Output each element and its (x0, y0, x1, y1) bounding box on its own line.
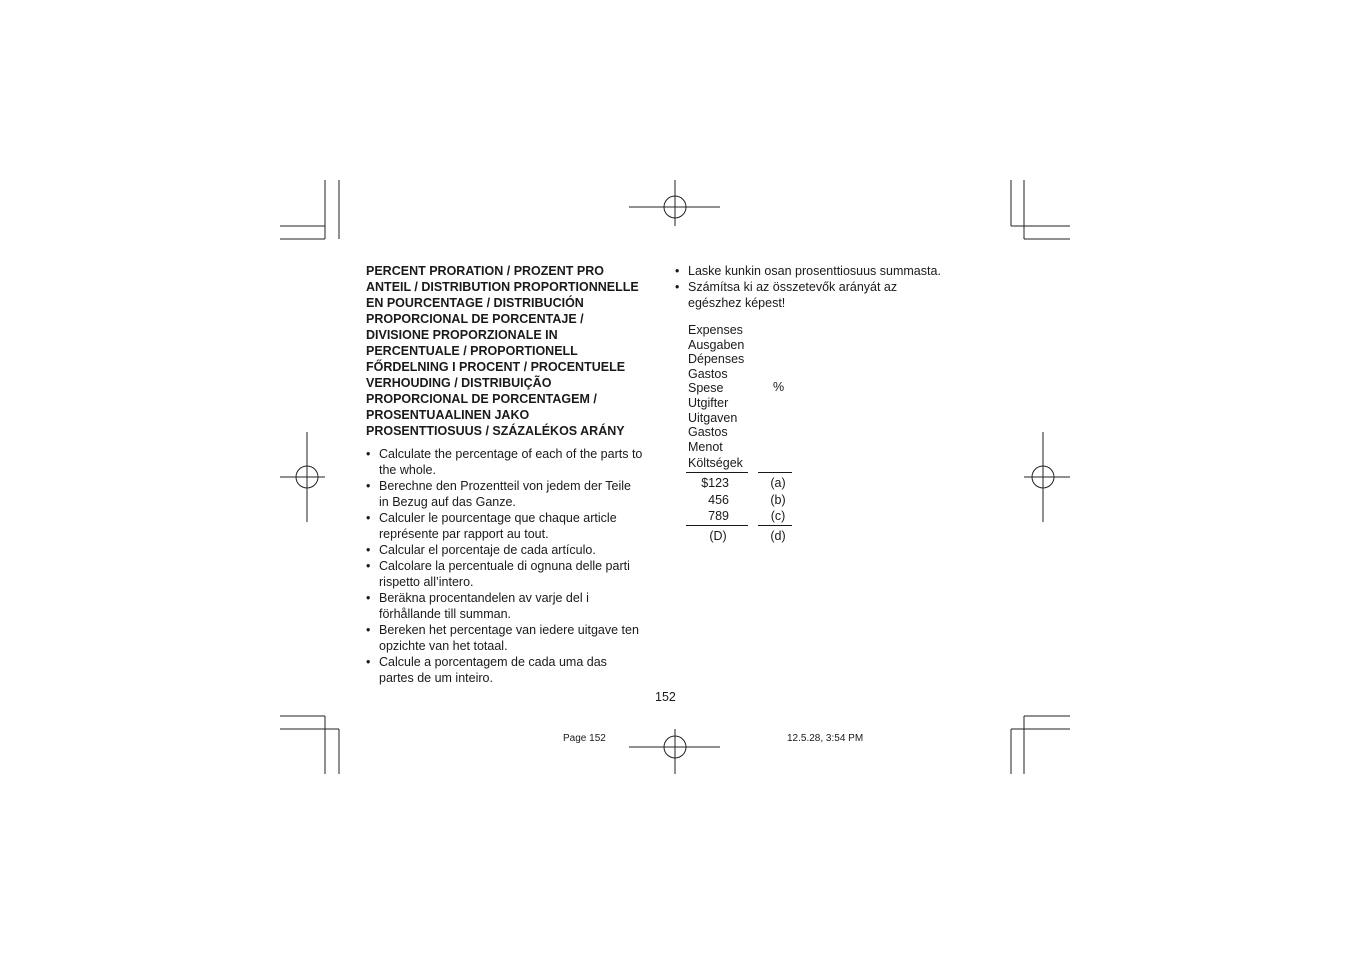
page-number: 152 (655, 690, 676, 704)
footer-timestamp: 12.5.28, 3:54 PM (787, 733, 864, 744)
title-line: EN POURCENTAGE / DISTRIBUCIÓN (366, 296, 584, 310)
list-item: • Bereken het percentage van iedere uitgave ten opzichte van het totaal. (366, 622, 666, 654)
percent-header: % (773, 380, 785, 394)
label-cell: (c) (770, 509, 786, 523)
header-rule (686, 472, 748, 473)
value-cell: 789 (708, 509, 729, 523)
total-rule (686, 525, 748, 526)
label-cell: (b) (770, 493, 786, 507)
title-line: PROSENTUAALINEN JAKO (366, 408, 530, 422)
list-item: • Calculate the percentage of each of the parts to the whole. (366, 446, 666, 478)
total-label-cell: (d) (770, 529, 786, 543)
footer-page: Page 152 (563, 733, 606, 744)
list-item: • Laske kunkin osan prosenttiosuus summasta. (675, 263, 975, 279)
list-item: • Calculer le pourcentage que chaque article représente par rapport au tout. (366, 510, 666, 542)
list-item: • Calcolare la percentuale di ognuna delle parti rispetto all’intero. (366, 558, 666, 590)
value-cell: 456 (708, 493, 729, 507)
title-line: PROPORCIONAL DE PORCENTAGEM / (366, 392, 597, 406)
title-line: PERCENT PRORATION / PROZENT PRO (366, 264, 604, 278)
title-line: PROSENTTIOSUUS / SZÁZALÉKOS ARÁNY (366, 424, 625, 438)
instruction-list-right (675, 263, 975, 311)
list-item: • Beräkna procentandelen av varje del i förhållande till summan. (366, 590, 666, 622)
expenses-header: Expenses Ausgaben Dépenses Gastos Spese Utgifter Uitgaven Gastos Menot Költségek (688, 323, 745, 471)
title-line: VERHOUDING / DISTRIBUIÇÃO (366, 376, 552, 390)
total-rule (758, 525, 792, 526)
title-line: FŐRDELNING I PROCENT / PROCENTUELE (366, 360, 626, 374)
title-line: DIVISIONE PROPORZIONALE IN (366, 328, 558, 342)
list-item: • Berechne den Prozentteil von jedem der Teile in Bezug auf das Ganze. (366, 478, 666, 510)
title-line: PERCENTUALE / PROPORTIONELL (366, 344, 578, 358)
list-item: • Számítsa ki az összetevők arányát az egészhez képest! (675, 279, 975, 311)
title-line: ANTEIL / DISTRIBUTION PROPORTIONNELLE (366, 280, 639, 294)
value-cell: $123 (701, 476, 729, 490)
section-title (366, 263, 666, 439)
instruction-list-left (366, 446, 666, 686)
total-cell: (D) (709, 529, 727, 543)
list-item: • Calcule a porcentagem de cada uma das partes de um inteiro. (366, 654, 666, 686)
title-line: PROPORCIONAL DE PORCENTAJE / (366, 312, 584, 326)
list-item: • Calcular el porcentaje de cada artículo. (366, 542, 666, 558)
label-cell: (a) (770, 476, 786, 490)
header-rule (758, 472, 792, 473)
